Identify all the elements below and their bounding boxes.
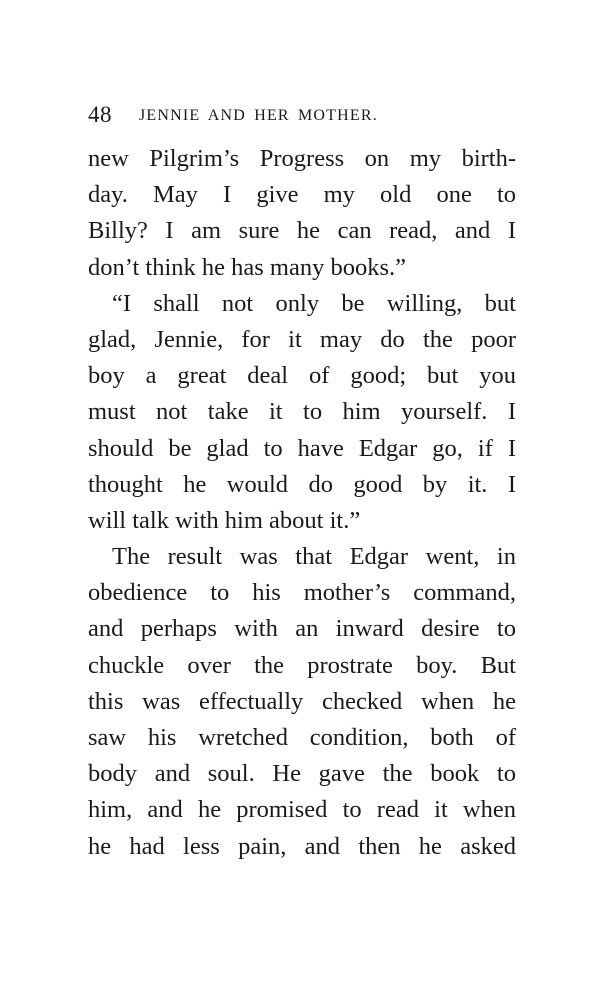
text-line: will talk with him about it.” [88, 506, 361, 534]
text-line: chuckle over the prostrate boy. But [88, 651, 516, 679]
running-title: JENNIE AND HER MOTHER. [139, 107, 378, 124]
text-line: should be glad to have Edgar go, if I [88, 434, 516, 462]
page-number: 48 [88, 102, 112, 127]
text-line: Billy? I am sure he can read, and I [88, 217, 516, 245]
text-line: day. May I give my old one to [88, 181, 516, 209]
text-line: he had less pain, and then he asked [88, 832, 516, 860]
text-line: The result was that Edgar went, in [112, 543, 516, 571]
text-line: obedience to his mother’s command, [88, 579, 516, 607]
text-line: saw his wretched condition, both of [88, 724, 516, 751]
text-line: must not take it to him yourself. I [88, 398, 516, 426]
text-line: new Pilgrim’s Progress on my birth- [88, 145, 516, 172]
text-line: this was effectually checked when he [88, 687, 516, 715]
text-line: glad, Jennie, for it may do the poor [88, 325, 516, 353]
text-line: and perhaps with an inward desire to [88, 615, 516, 643]
running-head [88, 100, 518, 130]
text-line: boy a great deal of good; but you [88, 362, 516, 390]
text-line: thought he would do good by it. I [88, 470, 516, 498]
text-line: body and soul. He gave the book to [88, 760, 516, 788]
text-line: him, and he promised to read it when [88, 796, 516, 824]
text-line: “I shall not only be willing, but [112, 289, 516, 317]
text-line: don’t think he has many books.” [88, 253, 407, 281]
body-text [88, 141, 516, 865]
